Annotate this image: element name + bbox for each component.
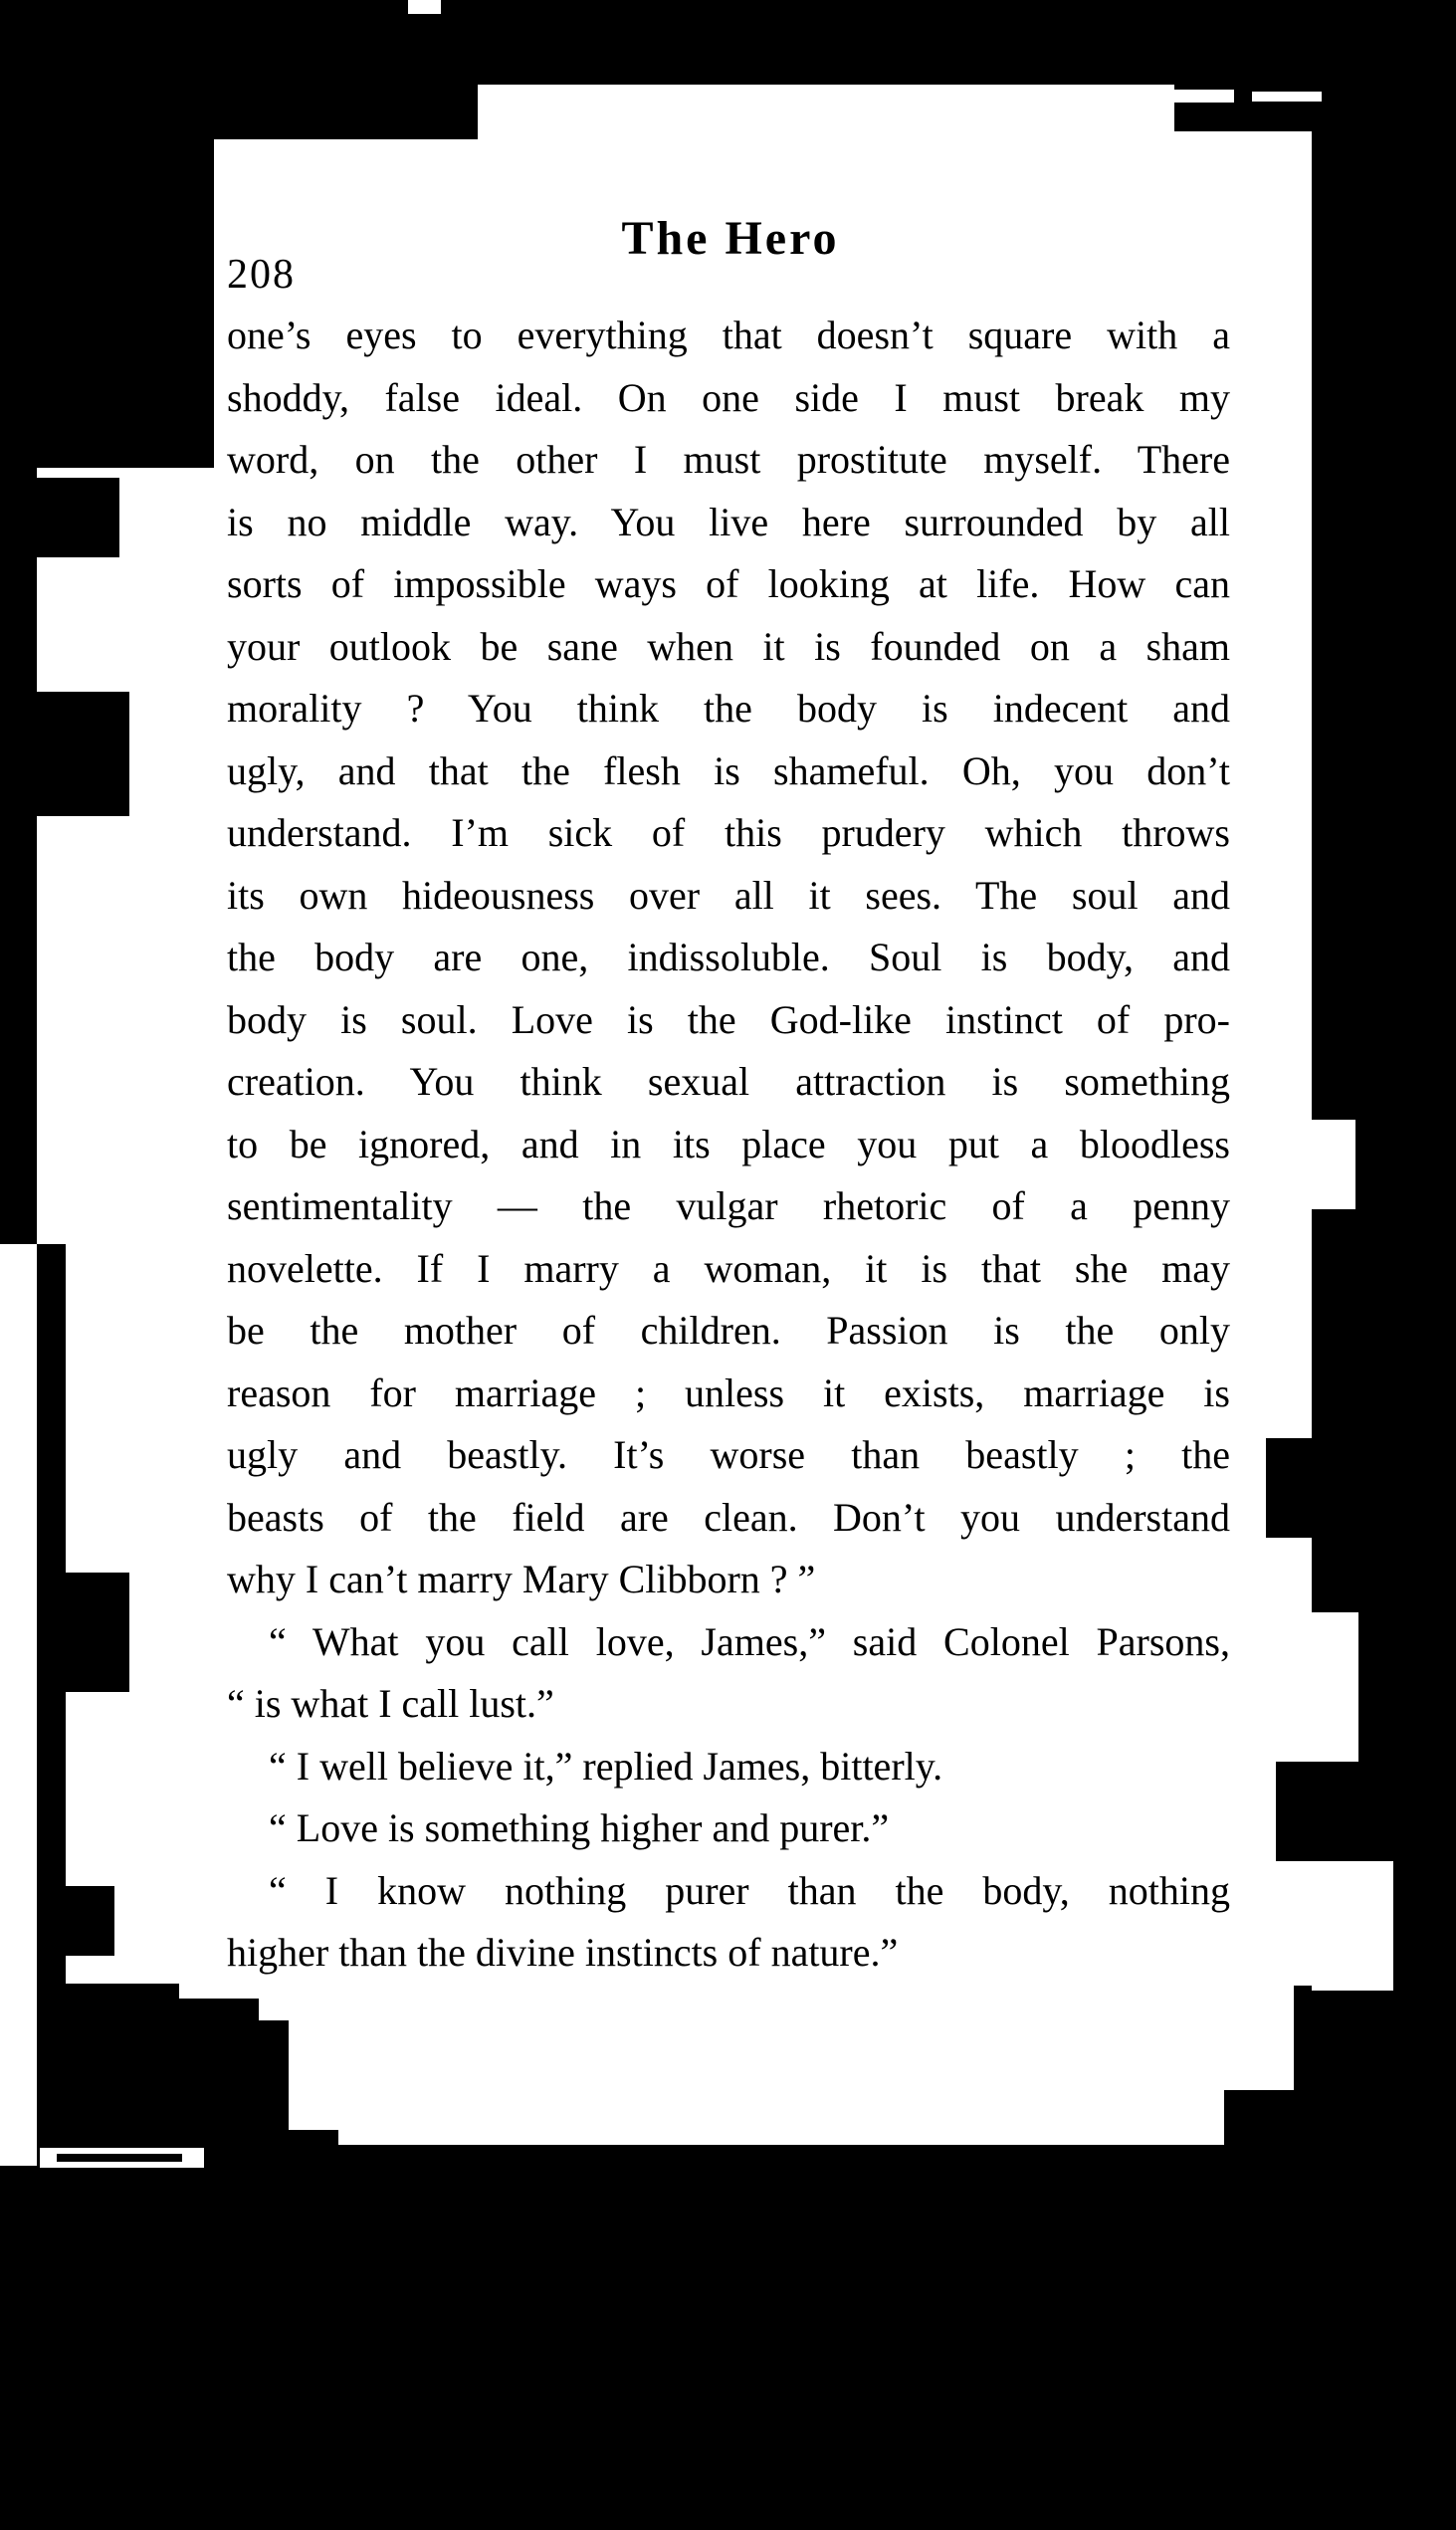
- text-line: understand. I’m sick of this prudery which throws: [227, 810, 1230, 855]
- text-line: your outlook be sane when it is founded on a sham: [227, 623, 1230, 669]
- text-line: “ I well believe it,” replied James, bitterly.: [269, 1743, 943, 1789]
- text-line: “ Love is something higher and purer.”: [269, 1805, 890, 1850]
- page-number: 208: [227, 252, 296, 298]
- scan-border-artifact: [289, 2130, 338, 2150]
- scan-border-artifact: [1266, 1438, 1312, 1538]
- text-line: word, on the other I must prostitute myself. There: [227, 437, 1230, 482]
- text-line: to be ignored, and in its place you put a bloodless: [227, 1121, 1230, 1166]
- scan-edge-artifact: [1252, 92, 1322, 102]
- scan-edge-artifact: [1312, 1612, 1358, 1762]
- text-line: higher than the divine instincts of nature.”: [227, 1930, 899, 1975]
- scan-border-artifact: [38, 1984, 179, 2150]
- scan-edge-artifact: [1312, 1120, 1355, 1209]
- text-line: sorts of impossible ways of looking at life. How can: [227, 561, 1230, 606]
- scan-edge-artifact: [0, 1244, 37, 2166]
- scan-border-artifact: [259, 2020, 289, 2150]
- scan-border-artifact: [37, 692, 129, 816]
- text-line: “ is what I call lust.”: [227, 1681, 554, 1726]
- text-line: is no middle way. You live here surrounded by all: [227, 499, 1230, 544]
- text-line: shoddy, false ideal. On one side I must break my: [227, 374, 1230, 420]
- text-line: novelette. If I marry a woman, it is that she may: [227, 1245, 1230, 1291]
- text-line: reason for marriage ; unless it exists, marriage is: [227, 1370, 1230, 1415]
- text-line: ugly and beastly. It’s worse than beastly ; the: [227, 1432, 1230, 1477]
- text-line: creation. You think sexual attraction is something: [227, 1059, 1230, 1104]
- text-line: why I can’t marry Mary Clibborn ? ”: [227, 1557, 816, 1601]
- page-text: [227, 305, 1230, 1985]
- scan-border-artifact: [37, 28, 214, 468]
- text-line: its own hideousness over all it sees. The soul and: [227, 872, 1230, 918]
- scan-edge-artifact: [1095, 90, 1234, 103]
- scan-border-artifact: [66, 1573, 129, 1692]
- scan-border-artifact: [179, 1999, 259, 2150]
- text-line: body is soul. Love is the God-like instinct of pro-: [227, 996, 1230, 1042]
- scan-edge-artifact: [408, 0, 441, 14]
- text-line: beasts of the field are clean. Don’t you understand: [227, 1494, 1230, 1540]
- scan-border-artifact: [37, 478, 119, 557]
- scan-border-artifact: [1174, 28, 1398, 131]
- text-line: be the mother of children. Passion is the only: [227, 1308, 1230, 1353]
- scan-border-artifact: [1224, 2090, 1398, 2145]
- text-line: “ What you call love, James,” said Colonel Parsons,: [269, 1618, 1230, 1664]
- text-line: one’s eyes to everything that doesn’t square with a: [227, 313, 1230, 357]
- text-line: “ I know nothing purer than the body, nothing: [269, 1867, 1230, 1913]
- scan-edge-artifact: [57, 2154, 182, 2162]
- text-line: ugly, and that the flesh is shameful. Oh, you don’t: [227, 747, 1230, 793]
- scan-edge-artifact: [1312, 1861, 1393, 1991]
- text-line: the body are one, indissoluble. Soul is body, and: [227, 935, 1230, 979]
- running-title: The Hero: [621, 212, 840, 265]
- text-line: sentimentality — the vulgar rhetoric of a penny: [227, 1183, 1230, 1228]
- scan-border-artifact: [1276, 1762, 1312, 1861]
- text-line: morality ? You think the body is indecent and: [227, 686, 1230, 731]
